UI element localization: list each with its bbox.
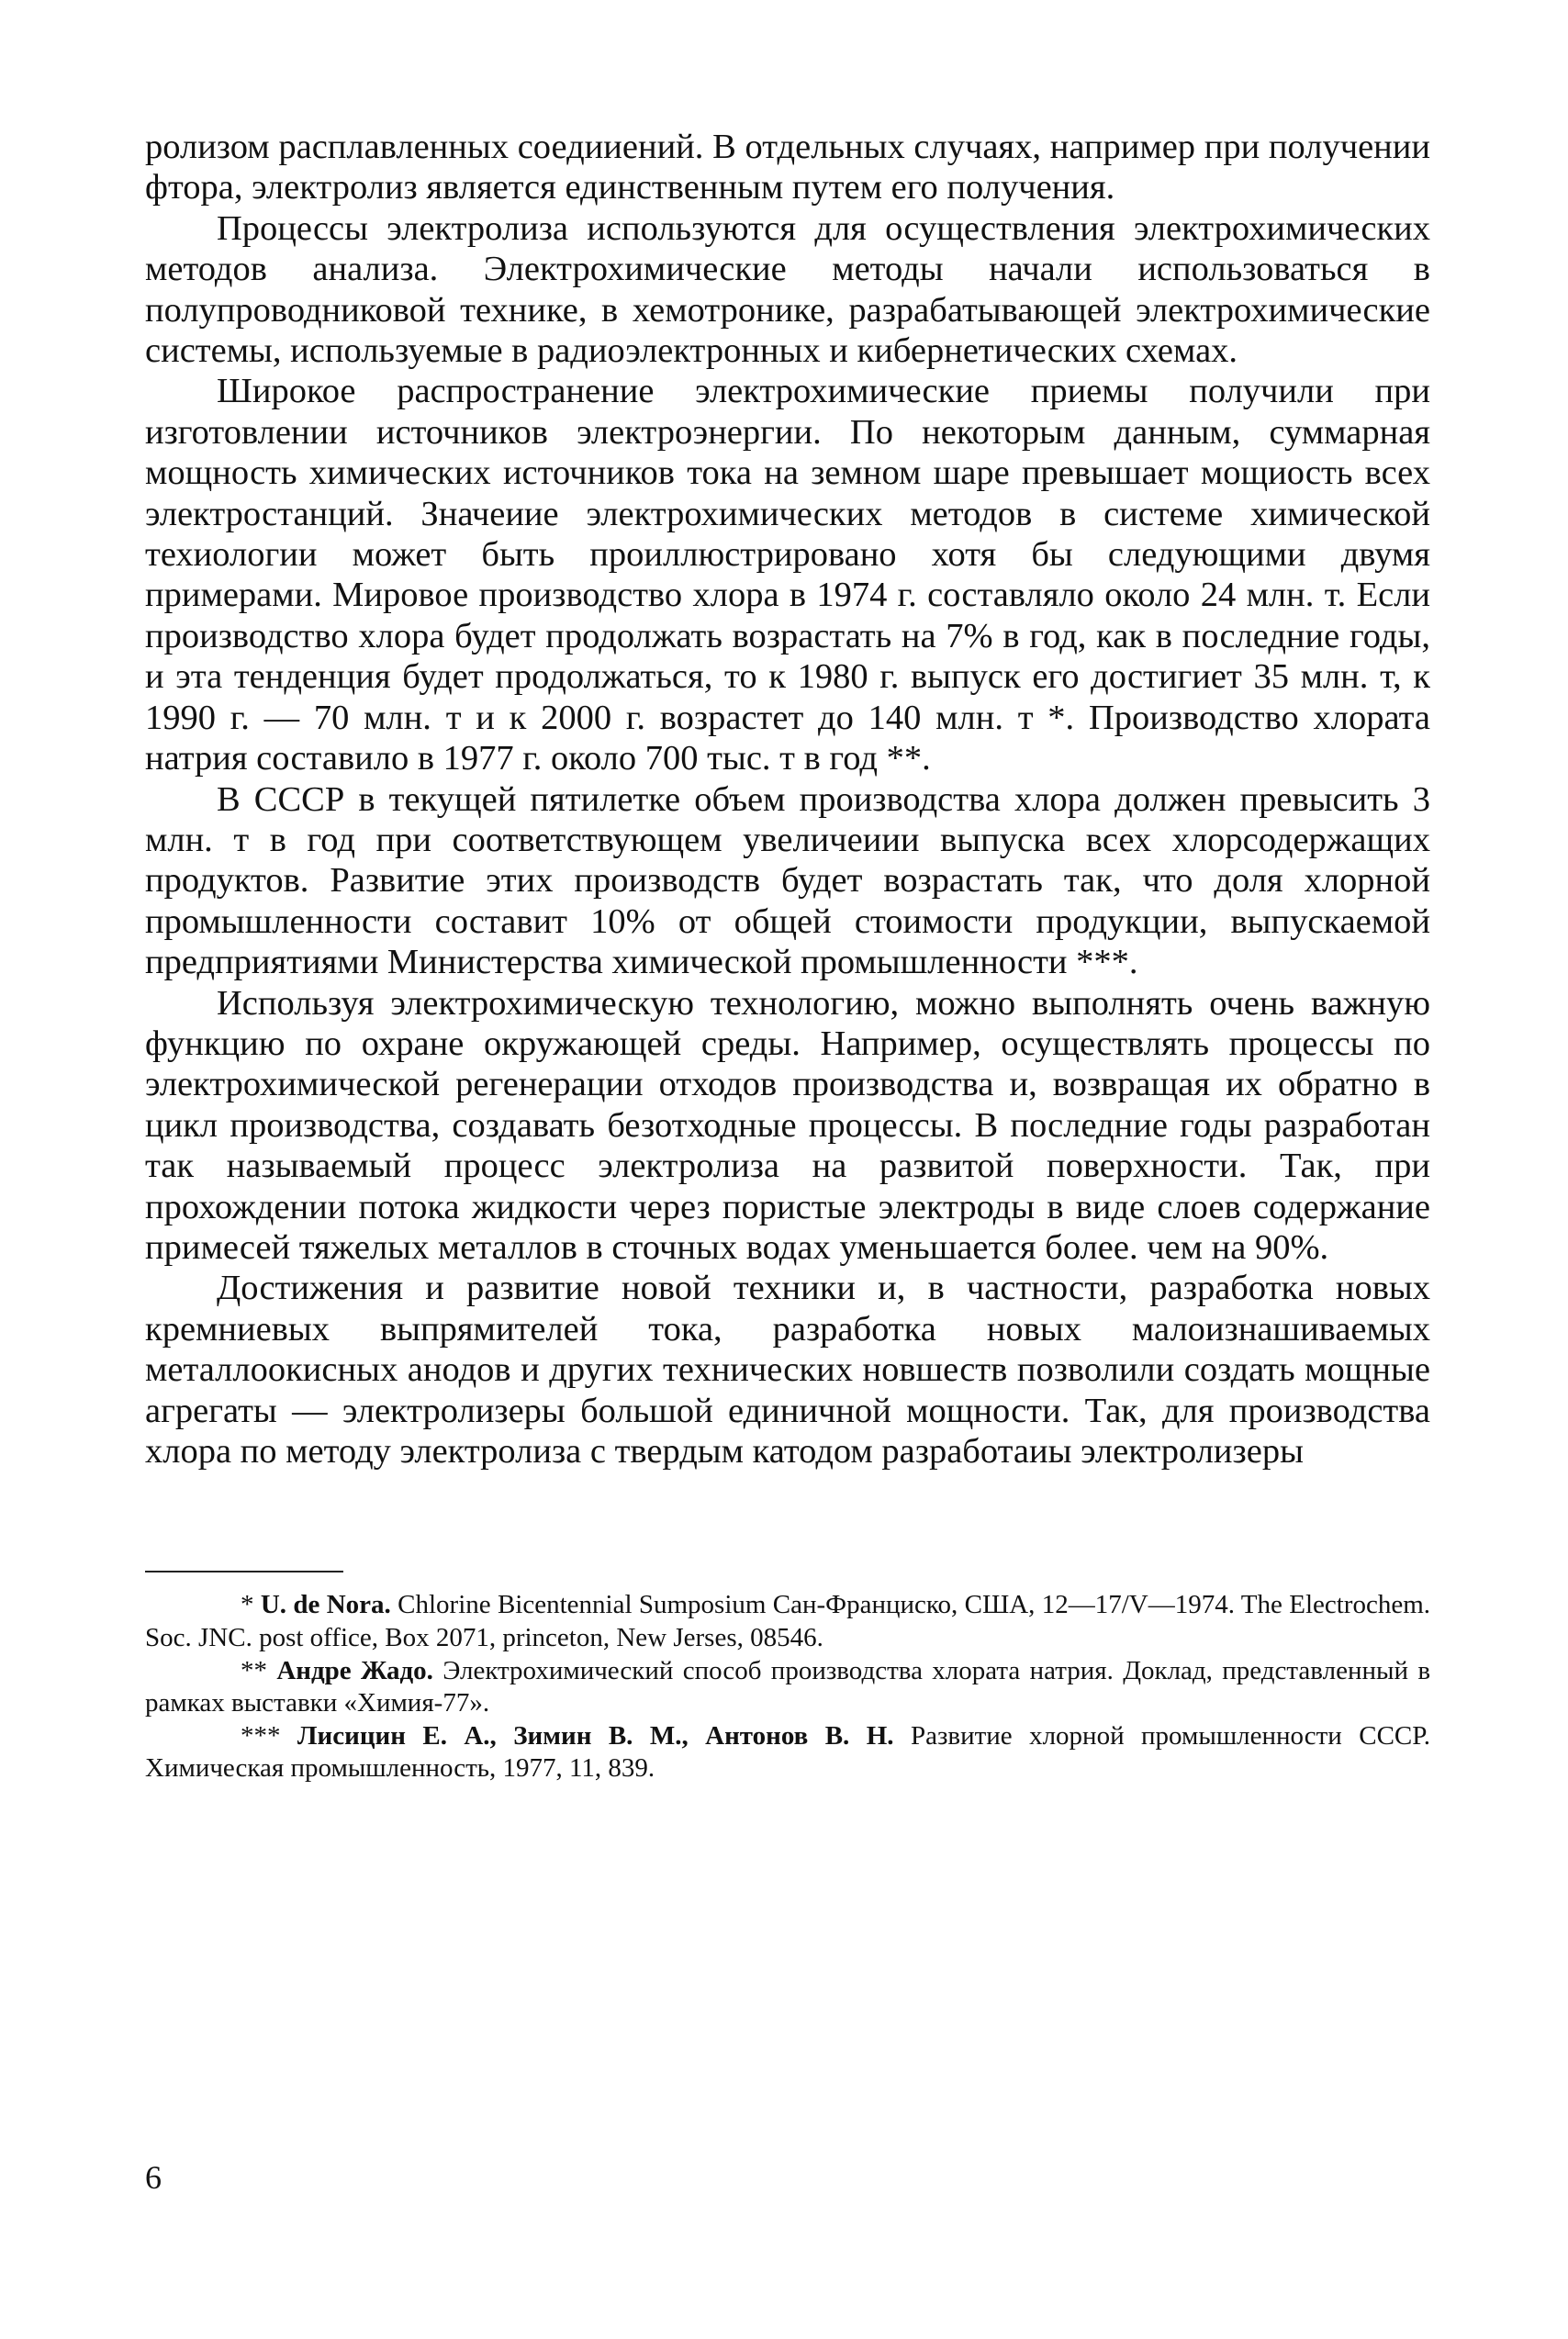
paragraph: Достижения и развитие новой техники и, в частности, разработка новых кремниевых выпрямителей тока, разработка новых малоизнашиваемых металлоокисных анодов и других технических новшеств позволили создать мощные агрегаты — электролизеры большой единичной мощности. Так, для производства хлора по методу электролиза с твердым катодом разработаиы электролизеры (145, 1269, 1430, 1471)
footnote-marker: * (241, 1590, 254, 1620)
paragraph: Процессы электролиза используются для осуществления электрохимических методов анализа. Электрохимические методы начали использоваться в полупроводниковой технике, в хемотронике, разрабатывающей электрохимические системы, используемые в радиоэлектронных и кибернетических схемах. (145, 208, 1430, 371)
paragraph: Используя электрохимическую технологию, можно выполнять очень важную функцию по охране окружающей среды. Например, осуществлять процессы по электрохимической регенерации отходов производства и, возвращая их обратно в цикл производства, создавать безотходные процессы. В последние годы разработан так называемый процесс электролиза на развитой поверхности. Так, при прохождении потока жидкости через пористые электроды в виде слоев содержание примесей тяжелых металлов в сточных водах уменьшается более. чем на 90%. (145, 983, 1430, 1267)
footnote-text: Chlorine Bicentennial Sumposium Сан-Франциско, США, 12—17/V—1974. The Electrochem. Soc. JNC. post office, Box 2071, princeton, New Jerses, 08546. (145, 1590, 1431, 1652)
footnote-marker: *** (241, 1720, 281, 1751)
footnotes (145, 1589, 1430, 1785)
footnote-text: Электрохимический способ производства хлората натрия. Доклад, представленный в рамках выставки «Химия-77». (145, 1655, 1431, 1718)
footnote-author: Андре Жадо. (276, 1655, 433, 1685)
footnote-marker: ** (241, 1655, 267, 1685)
body-text (145, 127, 1430, 1472)
page-number: 6 (145, 2159, 162, 2196)
footnote-text: Развитие хлорной промышленности СССР. Химическая промышленность, 1977, 11, 839. (145, 1720, 1431, 1784)
paragraph: В СССР в текущей пятилетке объем производства хлора должен превысить 3 млн. т в год при соответствующем увеличеиии выпуска всех хлорсодержащих продуктов. Развитие этих производств будет возрастать так, что доля хлорной промышленности составит 10% от общей стоимости продукции, выпускаемой предприятиями Министерства химической промышленности ***. (145, 779, 1430, 982)
footnote-author: U. de Nora. (260, 1590, 391, 1620)
paragraph: ролизом расплавленных соедииений. В отдельных случаях, например при получении фтора, электролиз является единственным путем его получения. (145, 128, 1430, 207)
footnote-divider (145, 1571, 343, 1572)
paragraph: Широкое распространение электрохимические приемы получили при изготовлении источников электроэнергии. По некоторым данным, суммарная мощность химических источников тока на земном шаре превышает мощиость всех электростанций. Значеиие электрохимических методов в системе химической техиологии может быть проиллюстрировано хотя бы следующими двумя примерами. Мировое производство хлора в 1974 г. составляло около 24 млн. т. Если производство хлора будет продолжать возрастать на 7% в год, как в последние годы, и эта тенденция будет продолжаться, то к 1980 г. выпуск его достигиет 35 млн. т, к 1990 г. — 70 млн. т и к 2000 г. возрастет до 140 млн. т *. Производство хлората натрия составило в 1977 г. около 700 тыс. т в год **. (145, 372, 1430, 778)
page-content (145, 127, 1430, 1785)
footnote-author: Лисицин Е. А., Зимин В. М., Антонов В. Н. (297, 1720, 894, 1751)
footnote (145, 1589, 1430, 1654)
footnote (145, 1655, 1430, 1720)
footnote (145, 1720, 1430, 1785)
